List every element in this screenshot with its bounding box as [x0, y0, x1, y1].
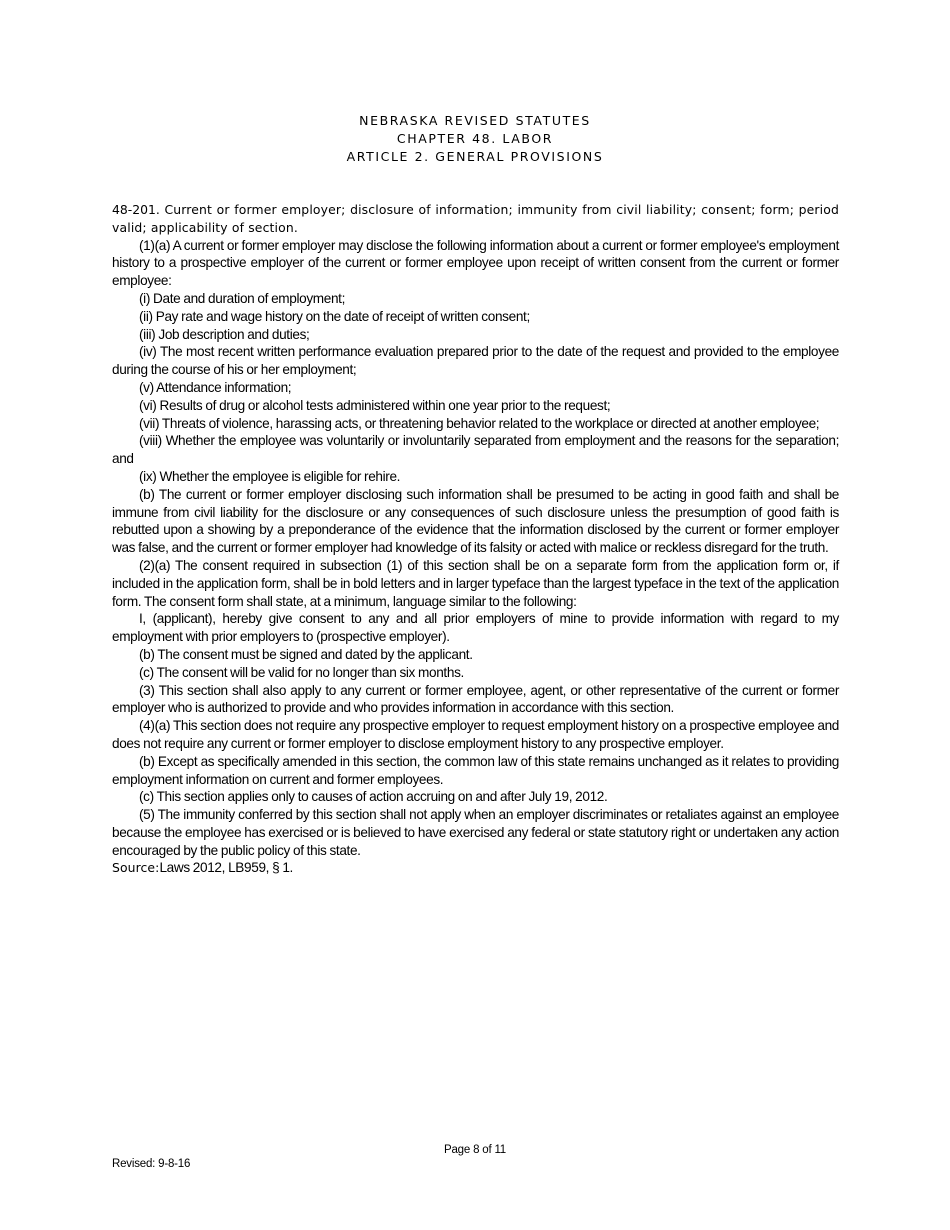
- statute-body: [112, 201, 839, 877]
- paragraph-1a-i: (i) Date and duration of employment;: [139, 290, 346, 306]
- section-heading: [112, 201, 839, 237]
- paragraph-1a-vii: (vii) Threats of violence, harassing acts, or threatening behavior related to the workplace or directed at another employee;: [139, 415, 820, 431]
- paragraph-3: (3) This section shall also apply to any current or former employee, agent, or other representative of the current or former employer who is authorized to provide and who provides information in accordance with this section.: [112, 682, 839, 716]
- header-title: NEBRASKA REVISED STATUTES: [359, 113, 591, 128]
- paragraph-5: (5) The immunity conferred by this section shall not apply when an employer discriminates or retaliates against an employee because the employee has exercised or is believed to have exercised any federal or state statutory right or undertaken any action encouraged by the public policy of this state.: [112, 807, 839, 858]
- paragraph-1a-ii: (ii) Pay rate and wage history on the date of receipt of written consent;: [139, 308, 530, 324]
- paragraph-1b: (b) The current or former employer disclosing such information shall be presumed to be acting in good faith and shall be immune from civil liability for the disclosure or any consequences of such disclosure unless the presumption of good faith is rebutted upon a showing by a preponderance of the evidence that the information disclosed by the current or former employer was false, and the current or former employer had knowledge of its falsity or acted with malice or reckless disregard for the truth.: [112, 486, 839, 556]
- paragraph-1a-iii: (iii) Job description and duties;: [139, 326, 310, 342]
- paragraph-1a-v: (v) Attendance information;: [139, 379, 292, 395]
- paragraph-consent-language: I, (applicant), hereby give consent to any and all prior employers of mine to provide information with regard to my employment with prior employers to (prospective employer).: [112, 611, 839, 645]
- paragraph-1a-vi: (vi) Results of drug or alcohol tests administered within one year prior to the request;: [139, 397, 611, 413]
- source-label: Source:: [112, 860, 160, 876]
- paragraph-4c: (c) This section applies only to causes of action accruing on and after July 19, 2012.: [139, 789, 608, 805]
- header-article: ARTICLE 2. GENERAL PROVISIONS: [346, 149, 604, 164]
- paragraph-2b: (b) The consent must be signed and dated by the applicant.: [139, 646, 473, 662]
- source-text: Laws 2012, LB959, § 1.: [159, 860, 293, 876]
- paragraph-4b: (b) Except as specifically amended in this section, the common law of this state remains unchanged as it relates to providing employment information on current and former employees.: [112, 753, 839, 787]
- section-number: 48-201.: [112, 202, 160, 217]
- paragraph-2a: (2)(a) The consent required in subsection (1) of this section shall be on a separate form from the application form or, if included in the application form, shall be in bold letters and in larger typeface than the largest typeface in the text of the application form. The consent form shall state, at a minimum, language similar to the following:: [112, 557, 839, 609]
- paragraph-1a-iv: (iv) The most recent written performance evaluation prepared prior to the date of the request and provided to the employee during the course of his or her employment;: [112, 344, 839, 378]
- paragraph-1a: (1)(a) A current or former employer may disclose the following information about a current or former employee's employment history to a prospective employer of the current or former employee upon receipt of written consent from the current or former employee:: [112, 237, 839, 289]
- header-chapter: CHAPTER 48. LABOR: [396, 131, 554, 146]
- paragraph-1a-viii: (viii) Whether the employee was voluntarily or involuntarily separated from employment and the reasons for the separation; and: [112, 433, 839, 467]
- revision-date: Revised: 9-8-16: [112, 1158, 191, 1170]
- section-title: Current or former employer; disclosure of information; immunity from civil liability; consent; form; period valid; applicability of section.: [112, 202, 839, 235]
- paragraph-1a-ix: (ix) Whether the employee is eligible for rehire.: [139, 468, 401, 484]
- paragraph-4a: (4)(a) This section does not require any prospective employer to request employment history on a prospective employee and does not require any current or former employer to disclose employment history to any prospective employer.: [112, 718, 839, 751]
- document-header: [0, 112, 950, 166]
- paragraph-2c: (c) The consent will be valid for no longer than six months.: [139, 664, 464, 680]
- page-number: Page 8 of 11: [444, 1144, 506, 1156]
- source-citation: [112, 859, 839, 877]
